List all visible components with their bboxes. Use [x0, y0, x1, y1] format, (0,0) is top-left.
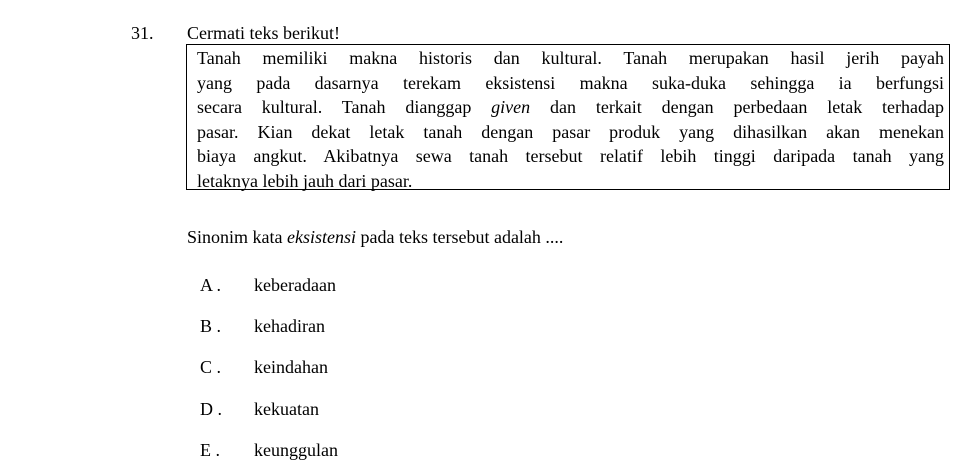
option-c-letter: C . — [200, 357, 222, 377]
option-d[interactable] — [200, 397, 319, 421]
question-number: 31. — [131, 23, 154, 43]
option-a-letter: A . — [200, 275, 222, 295]
option-c[interactable] — [200, 355, 328, 379]
passage-line-1: Tanah memiliki makna historis dan kultural. Tanah merupakan hasil jerih payah — [197, 48, 944, 68]
passage-line-2: yang pada dasarnya terekam eksistensi makna suka-duka sehingga ia berfungsi — [197, 72, 944, 93]
passage-line-5: biaya angkut. Akibatnya sewa tanah tersebut relatif lebih tinggi daripada tanah yang — [197, 146, 944, 166]
passage-line-3 — [197, 95, 944, 120]
option-d-text: kekuatan — [254, 399, 319, 419]
prompt-start: Sinonim kata — [187, 227, 283, 247]
option-b-text: kehadiran — [254, 316, 325, 336]
passage-line-3-start: secara kultural. Tanah dianggap — [197, 97, 472, 117]
question-instruction: Cermati teks berikut! — [187, 23, 340, 43]
passage-line-3-end: dan terkait dengan perbedaan letak terhadap — [550, 97, 945, 117]
option-b-letter: B . — [200, 316, 222, 336]
passage-italic-word: given — [491, 97, 531, 117]
prompt-italic-word: eksistensi — [287, 227, 356, 247]
passage-box — [186, 44, 950, 190]
option-d-letter: D . — [200, 399, 222, 419]
option-a-text: keberadaan — [254, 275, 336, 295]
option-e[interactable] — [200, 438, 338, 462]
option-a[interactable] — [200, 273, 336, 297]
prompt-end: pada teks tersebut adalah .... — [360, 227, 564, 247]
option-c-text: keindahan — [254, 357, 328, 377]
passage-line-6: letaknya lebih jauh dari pasar. — [197, 170, 413, 191]
passage-line-4: pasar. Kian dekat letak tanah dengan pasar produk yang dihasilkan akan menekan — [197, 121, 944, 142]
option-b[interactable] — [200, 314, 325, 338]
option-e-letter: E . — [200, 440, 220, 460]
question-prompt — [187, 225, 563, 249]
option-e-text: keunggulan — [254, 440, 338, 460]
